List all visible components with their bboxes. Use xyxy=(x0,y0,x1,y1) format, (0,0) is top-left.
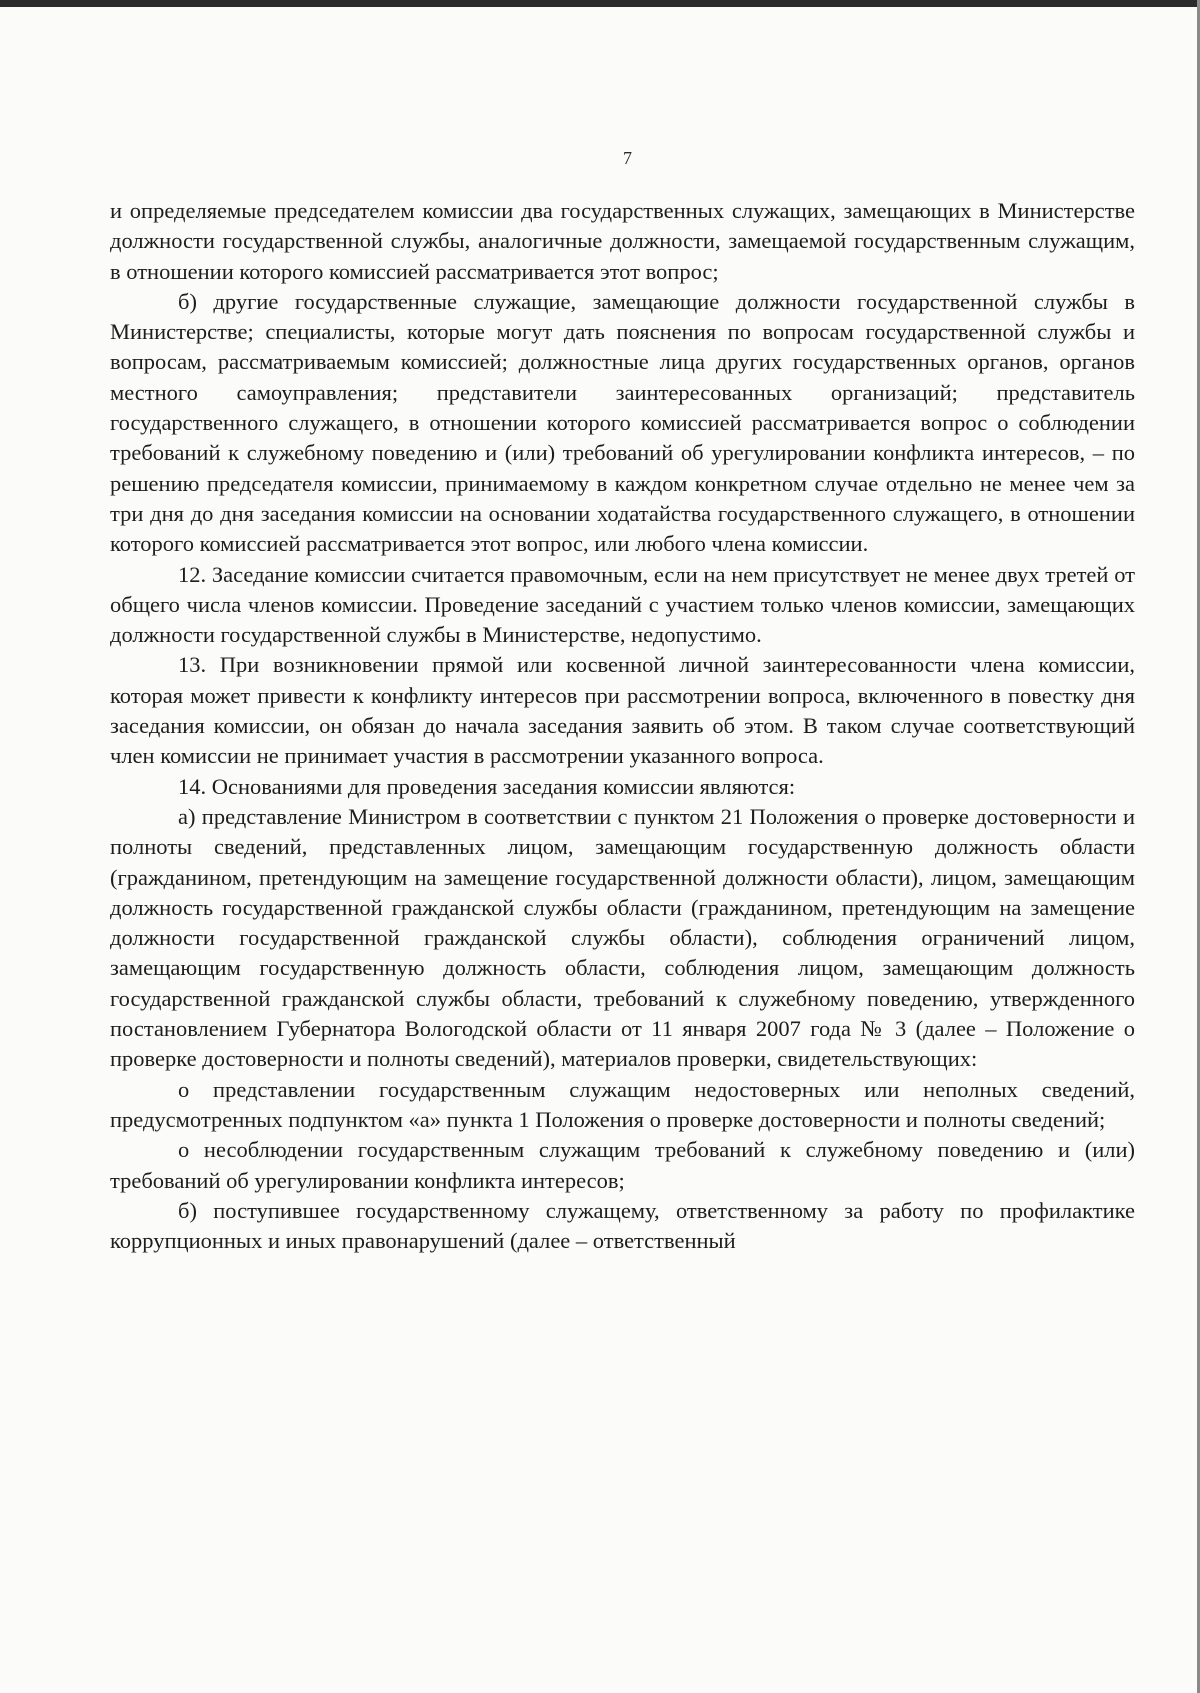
paragraph-14-a: а) представление Министром в соответствии с пунктом 21 Положения о проверке достоверности и полноты сведений, представленных лицом, замещающим государственную должность области (гражданином, претендующим на замещение государственной должности области), лицом, замещающим должность государственной гражданской службы области (гражданином, претендующим на замещение должности государственной гражданской службы области), соблюдения ограничений лицом, замещающим государственную должность области, соблюдения лицом, замещающим должность государственной гражданской службы области, требований к служебному поведению, утвержденного постановлением Губернатора Вологодской области от 11 января 2007 года № 3 (далее – Положение о проверке достоверности и полноты сведений), материалов проверки, свидетельствующих: xyxy=(110,803,1135,1072)
paragraph-item-b: б) другие государственные служащие, замещающие должности государственной службы в Министерстве; специалисты, которые могут дать пояснения по вопросам государственной службы и вопросам, рассматриваемым комиссией; должностные лица других государственных органов, органов местного самоуправления; представители заинтересованных организаций; представитель государственного служащего, в отношении которого комиссией рассматривается вопрос о соблюдении требований к служебному поведению и (или) требований об урегулировании конфликта интересов, – по решению председателя комиссии, принимаемому в каждом конкретном случае отдельно не менее чем за три дня до дня заседания комиссии на основании ходатайства государственного служащего, в отношении которого комиссией рассматривается этот вопрос, или любого члена комиссии. xyxy=(110,288,1135,557)
paragraph-13: 13. При возникновении прямой или косвенной личной заинтересованности члена комиссии, которая может привести к конфликту интересов при рассмотрении вопроса, включенного в повестку дня заседания комиссии, он обязан до начала заседания заявить об этом. В таком случае соответствующий член комиссии не принимает участия в рассмотрении указанного вопроса. xyxy=(110,652,1135,769)
page-number: 7 xyxy=(623,148,632,168)
paragraph-14: 14. Основаниями для проведения заседания комиссии являются: xyxy=(178,773,796,799)
scan-top-edge xyxy=(0,0,1200,7)
paragraph-14-b: б) поступившее государственному служащему, ответственному за работу по профилактике коррупционных и иных правонарушений (далее – ответственный xyxy=(110,1197,1135,1254)
paragraph-continuation: и определяемые председателем комиссии два государственных служащих, замещающих в Министерстве должности государственной службы, аналогичные должности, замещаемой государственным служащим, в отношении которого комиссией рассматривается этот вопрос; xyxy=(110,198,1135,284)
paragraph-14-a-2: о несоблюдении государственным служащим требований к служебному поведению и (или) требований об урегулировании конфликта интересов; xyxy=(110,1137,1135,1193)
paragraph-14-a-1: о представлении государственным служащим недостоверных или неполных сведений, предусмотренных подпунктом «а» пункта 1 Положения о проверке достоверности и полноты сведений; xyxy=(110,1076,1135,1132)
paragraph-12: 12. Заседание комиссии считается правомочным, если на нем присутствует не менее двух третей от общего числа членов комиссии. Проведение заседаний с участием только членов комиссии, замещающих должности государственной службы в Министерстве, недопустимо. xyxy=(110,561,1135,648)
document-body xyxy=(110,196,1135,1256)
